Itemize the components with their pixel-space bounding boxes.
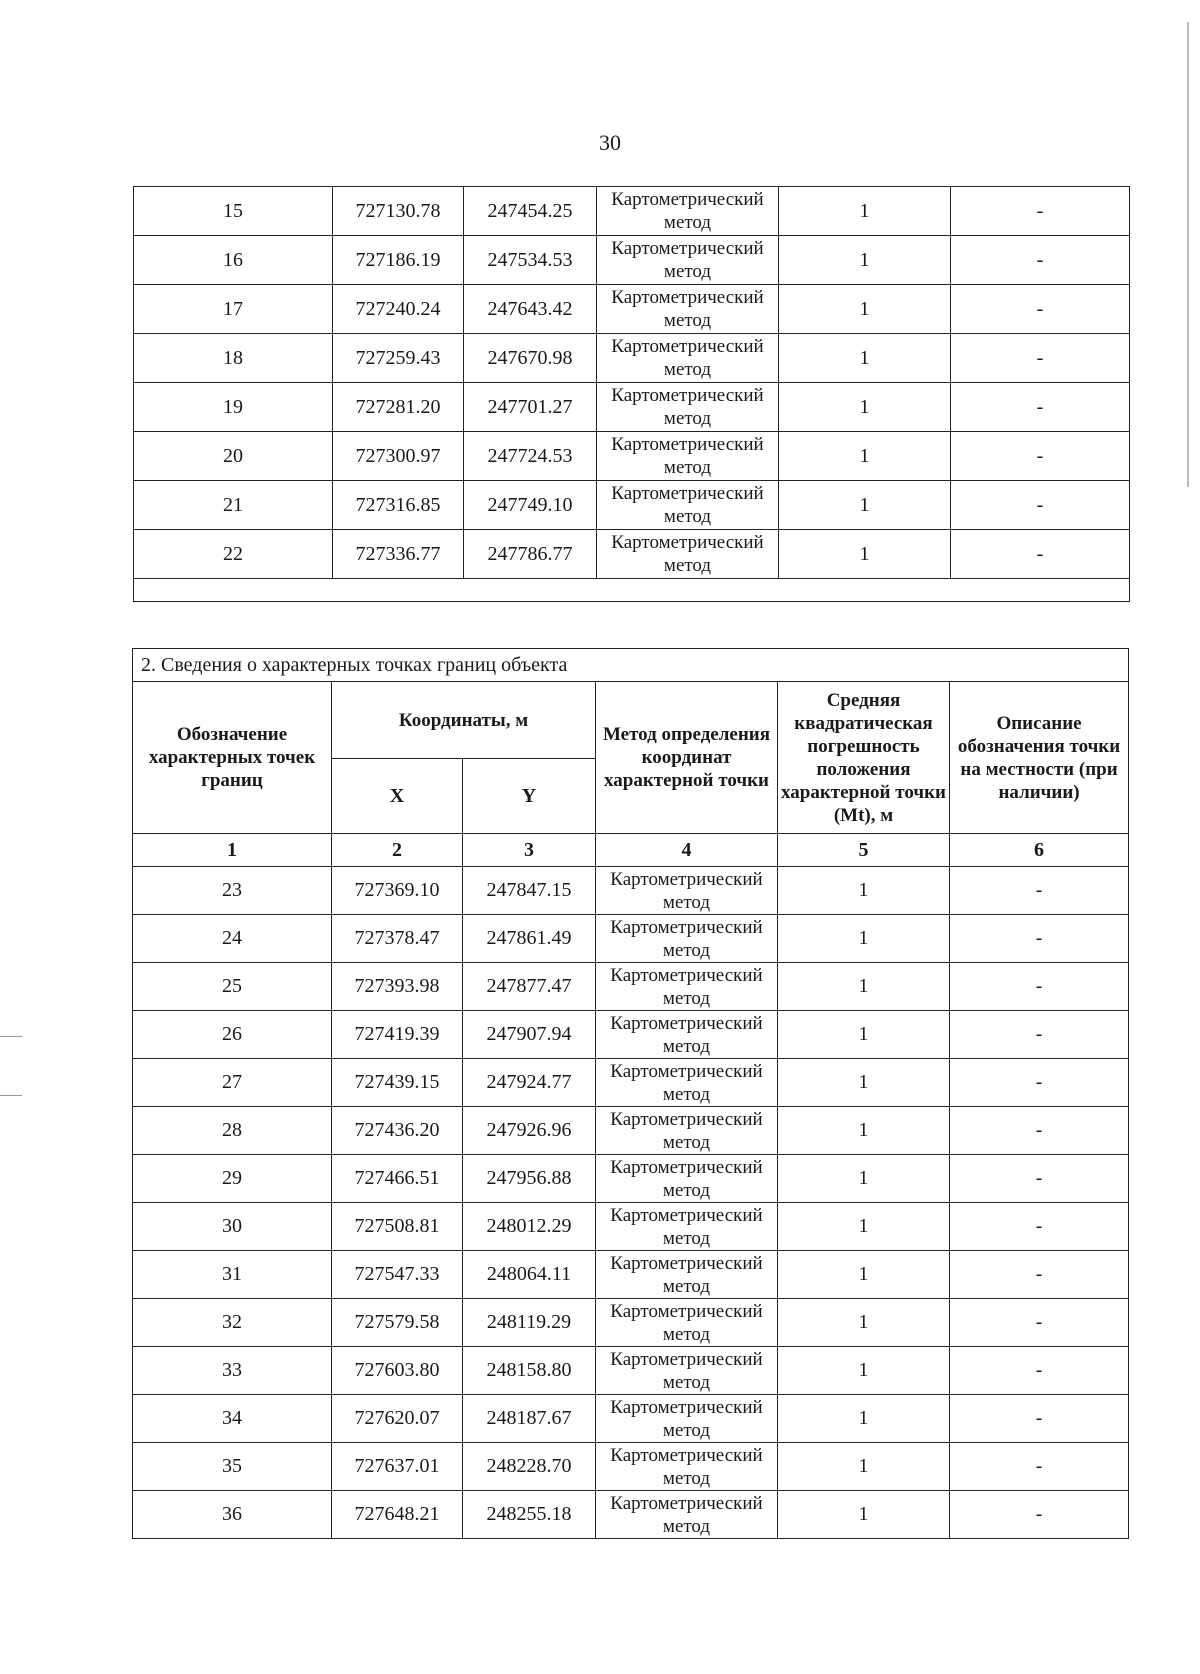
method-cell: Картометрический метод xyxy=(596,915,778,963)
table-row xyxy=(133,1011,1129,1059)
method-cell: Картометрический метод xyxy=(597,481,779,530)
description-cell: - xyxy=(950,1395,1129,1443)
description-cell: - xyxy=(950,963,1129,1011)
coord-y-cell: 248255.18 xyxy=(463,1491,596,1539)
coord-x-cell: 727316.85 xyxy=(333,481,464,530)
table-row xyxy=(134,481,1130,530)
accuracy-cell: 1 xyxy=(778,915,950,963)
coord-y-cell: 247454.25 xyxy=(464,187,597,236)
table-row xyxy=(134,334,1130,383)
method-cell: Картометрический метод xyxy=(597,383,779,432)
table-caption: 2. Сведения о характерных точках границ объекта xyxy=(133,649,1129,682)
method-cell: Картометрический метод xyxy=(597,236,779,285)
column-number: 6 xyxy=(950,834,1129,867)
description-cell: - xyxy=(950,1203,1129,1251)
coord-x-cell: 727603.80 xyxy=(332,1347,463,1395)
point-number-cell: 28 xyxy=(133,1107,332,1155)
column-number: 2 xyxy=(332,834,463,867)
column-number: 1 xyxy=(133,834,332,867)
accuracy-cell: 1 xyxy=(779,383,951,432)
point-number-cell: 16 xyxy=(134,236,333,285)
coord-y-cell: 248158.80 xyxy=(463,1347,596,1395)
coord-y-cell: 247786.77 xyxy=(464,530,597,579)
point-number-cell: 30 xyxy=(133,1203,332,1251)
coord-x-cell: 727393.98 xyxy=(332,963,463,1011)
header-y: Y xyxy=(463,759,596,834)
description-cell: - xyxy=(951,236,1130,285)
coord-x-cell: 727281.20 xyxy=(333,383,464,432)
description-cell: - xyxy=(950,1011,1129,1059)
coord-x-cell: 727508.81 xyxy=(332,1203,463,1251)
description-cell: - xyxy=(950,1155,1129,1203)
scan-mark xyxy=(0,1095,22,1096)
table-row xyxy=(134,530,1130,579)
header-method: Метод определения координат характерной точки xyxy=(596,682,778,834)
description-cell: - xyxy=(950,1347,1129,1395)
column-number: 5 xyxy=(778,834,950,867)
coord-x-cell: 727300.97 xyxy=(333,432,464,481)
coord-y-cell: 248119.29 xyxy=(463,1299,596,1347)
accuracy-cell: 1 xyxy=(778,1203,950,1251)
coord-y-cell: 248012.29 xyxy=(463,1203,596,1251)
accuracy-cell: 1 xyxy=(778,1251,950,1299)
coord-x-cell: 727648.21 xyxy=(332,1491,463,1539)
coord-x-cell: 727130.78 xyxy=(333,187,464,236)
point-number-cell: 34 xyxy=(133,1395,332,1443)
coord-x-cell: 727547.33 xyxy=(332,1251,463,1299)
accuracy-cell: 1 xyxy=(779,530,951,579)
boundary-points-table xyxy=(132,648,1129,1539)
table-row xyxy=(133,1299,1129,1347)
coord-y-cell: 247701.27 xyxy=(464,383,597,432)
method-cell: Картометрический метод xyxy=(596,1251,778,1299)
column-number: 4 xyxy=(596,834,778,867)
table-row xyxy=(133,915,1129,963)
description-cell: - xyxy=(951,285,1130,334)
accuracy-cell: 1 xyxy=(778,1011,950,1059)
method-cell: Картометрический метод xyxy=(597,530,779,579)
table-caption-row xyxy=(133,649,1129,682)
accuracy-cell: 1 xyxy=(778,1059,950,1107)
coord-x-cell: 727336.77 xyxy=(333,530,464,579)
point-number-cell: 33 xyxy=(133,1347,332,1395)
accuracy-cell: 1 xyxy=(779,481,951,530)
point-number-cell: 25 xyxy=(133,963,332,1011)
point-number-cell: 17 xyxy=(134,285,333,334)
accuracy-cell: 1 xyxy=(779,187,951,236)
table-row xyxy=(133,1107,1129,1155)
coord-x-cell: 727579.58 xyxy=(332,1299,463,1347)
table-row xyxy=(134,187,1130,236)
table-row xyxy=(133,1443,1129,1491)
description-cell: - xyxy=(950,915,1129,963)
table-row xyxy=(133,1203,1129,1251)
header-x: X xyxy=(332,759,463,834)
method-cell: Картометрический метод xyxy=(596,1107,778,1155)
method-cell: Картометрический метод xyxy=(597,187,779,236)
table-row xyxy=(133,963,1129,1011)
coord-x-cell: 727439.15 xyxy=(332,1059,463,1107)
table-body xyxy=(134,187,1130,579)
description-cell: - xyxy=(950,867,1129,915)
description-cell: - xyxy=(950,1299,1129,1347)
column-number-row xyxy=(133,834,1129,867)
method-cell: Картометрический метод xyxy=(596,1155,778,1203)
method-cell: Картометрический метод xyxy=(597,285,779,334)
point-number-cell: 23 xyxy=(133,867,332,915)
coord-x-cell: 727466.51 xyxy=(332,1155,463,1203)
table-row xyxy=(133,1155,1129,1203)
coord-y-cell: 247749.10 xyxy=(464,481,597,530)
header-designation: Обозначение характерных точек границ xyxy=(133,682,332,834)
scan-mark xyxy=(0,1036,22,1037)
table-row xyxy=(134,383,1130,432)
empty-cell xyxy=(134,579,1130,602)
accuracy-cell: 1 xyxy=(778,1299,950,1347)
coord-y-cell: 247534.53 xyxy=(464,236,597,285)
method-cell: Картометрический метод xyxy=(597,334,779,383)
accuracy-cell: 1 xyxy=(778,1155,950,1203)
description-cell: - xyxy=(951,481,1130,530)
table-row xyxy=(134,432,1130,481)
point-number-cell: 22 xyxy=(134,530,333,579)
table-row xyxy=(133,1059,1129,1107)
table-row xyxy=(133,1395,1129,1443)
coord-x-cell: 727369.10 xyxy=(332,867,463,915)
point-number-cell: 27 xyxy=(133,1059,332,1107)
point-number-cell: 18 xyxy=(134,334,333,383)
accuracy-cell: 1 xyxy=(779,432,951,481)
description-cell: - xyxy=(950,1491,1129,1539)
point-number-cell: 35 xyxy=(133,1443,332,1491)
accuracy-cell: 1 xyxy=(778,1107,950,1155)
coord-x-cell: 727637.01 xyxy=(332,1443,463,1491)
point-number-cell: 26 xyxy=(133,1011,332,1059)
point-number-cell: 20 xyxy=(134,432,333,481)
table-row xyxy=(134,236,1130,285)
description-cell: - xyxy=(950,1251,1129,1299)
coord-y-cell: 247877.47 xyxy=(463,963,596,1011)
method-cell: Картометрический метод xyxy=(596,1299,778,1347)
accuracy-cell: 1 xyxy=(779,285,951,334)
table-row xyxy=(134,285,1130,334)
coord-y-cell: 247861.49 xyxy=(463,915,596,963)
header-accuracy: Средняя квадратическая погрешность положения характерной точки (Mt), м xyxy=(778,682,950,834)
method-cell: Картометрический метод xyxy=(596,1443,778,1491)
description-cell: - xyxy=(951,187,1130,236)
header-description: Описание обозначения точки на местности (при наличии) xyxy=(950,682,1129,834)
method-cell: Картометрический метод xyxy=(596,1347,778,1395)
header-coordinates: Координаты, м xyxy=(332,682,596,759)
page-number: 30 xyxy=(599,130,621,155)
scan-page-edge xyxy=(1187,22,1189,487)
point-number-cell: 15 xyxy=(134,187,333,236)
coord-y-cell: 248228.70 xyxy=(463,1443,596,1491)
table-row xyxy=(133,1347,1129,1395)
coord-x-cell: 727620.07 xyxy=(332,1395,463,1443)
accuracy-cell: 1 xyxy=(779,334,951,383)
coord-y-cell: 247847.15 xyxy=(463,867,596,915)
description-cell: - xyxy=(951,334,1130,383)
description-cell: - xyxy=(950,1443,1129,1491)
table-body xyxy=(133,867,1129,1539)
point-number-cell: 29 xyxy=(133,1155,332,1203)
accuracy-cell: 1 xyxy=(778,1395,950,1443)
method-cell: Картометрический метод xyxy=(596,1059,778,1107)
coord-x-cell: 727419.39 xyxy=(332,1011,463,1059)
method-cell: Картометрический метод xyxy=(596,963,778,1011)
point-number-cell: 36 xyxy=(133,1491,332,1539)
coord-y-cell: 247926.96 xyxy=(463,1107,596,1155)
coordinates-table-continuation xyxy=(133,186,1130,602)
coord-y-cell: 248187.67 xyxy=(463,1395,596,1443)
description-cell: - xyxy=(950,1107,1129,1155)
description-cell: - xyxy=(951,530,1130,579)
accuracy-cell: 1 xyxy=(778,1491,950,1539)
method-cell: Картометрический метод xyxy=(597,432,779,481)
table-row-empty xyxy=(134,579,1130,602)
point-number-cell: 24 xyxy=(133,915,332,963)
table-row xyxy=(133,867,1129,915)
coord-x-cell: 727436.20 xyxy=(332,1107,463,1155)
coord-y-cell: 247724.53 xyxy=(464,432,597,481)
point-number-cell: 32 xyxy=(133,1299,332,1347)
point-number-cell: 31 xyxy=(133,1251,332,1299)
point-number-cell: 21 xyxy=(134,481,333,530)
accuracy-cell: 1 xyxy=(779,236,951,285)
method-cell: Картометрический метод xyxy=(596,867,778,915)
accuracy-cell: 1 xyxy=(778,1443,950,1491)
header-row xyxy=(133,682,1129,759)
coord-y-cell: 247670.98 xyxy=(464,334,597,383)
description-cell: - xyxy=(951,432,1130,481)
coord-x-cell: 727240.24 xyxy=(333,285,464,334)
coord-y-cell: 247643.42 xyxy=(464,285,597,334)
accuracy-cell: 1 xyxy=(778,1347,950,1395)
table-row xyxy=(133,1491,1129,1539)
coord-y-cell: 248064.11 xyxy=(463,1251,596,1299)
description-cell: - xyxy=(951,383,1130,432)
description-cell: - xyxy=(950,1059,1129,1107)
coord-x-cell: 727378.47 xyxy=(332,915,463,963)
coord-y-cell: 247907.94 xyxy=(463,1011,596,1059)
point-number-cell: 19 xyxy=(134,383,333,432)
accuracy-cell: 1 xyxy=(778,867,950,915)
method-cell: Картометрический метод xyxy=(596,1491,778,1539)
method-cell: Картометрический метод xyxy=(596,1011,778,1059)
coord-x-cell: 727186.19 xyxy=(333,236,464,285)
coord-x-cell: 727259.43 xyxy=(333,334,464,383)
coord-y-cell: 247956.88 xyxy=(463,1155,596,1203)
method-cell: Картометрический метод xyxy=(596,1203,778,1251)
coord-y-cell: 247924.77 xyxy=(463,1059,596,1107)
column-number: 3 xyxy=(463,834,596,867)
table-row xyxy=(133,1251,1129,1299)
accuracy-cell: 1 xyxy=(778,963,950,1011)
method-cell: Картометрический метод xyxy=(596,1395,778,1443)
